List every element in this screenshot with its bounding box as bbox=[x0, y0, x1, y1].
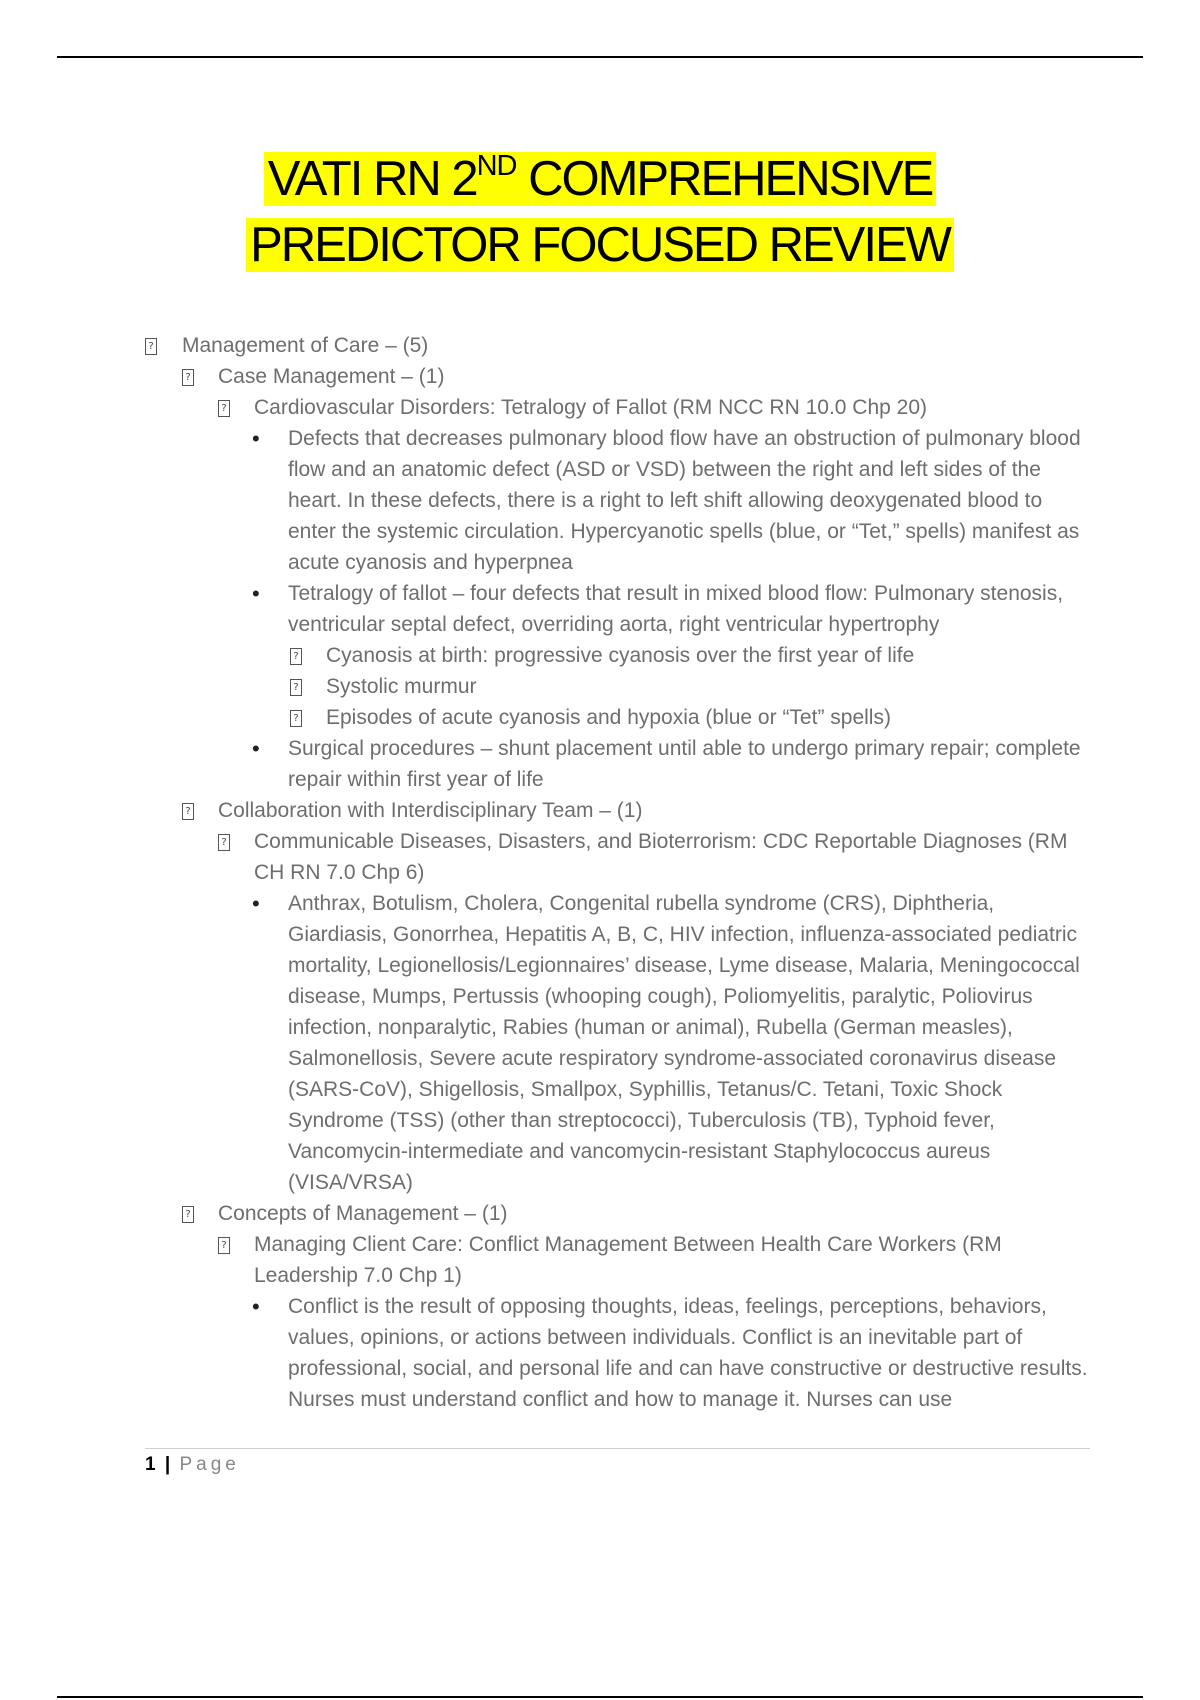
outline-item bbox=[0, 392, 1200, 423]
placeholder-box-icon: ? bbox=[182, 1206, 194, 1223]
outline-item-text: Conflict is the result of opposing thoughts, ideas, feelings, perceptions, behaviors, values, opinions, or actions between individuals. Conflict is an inevitable part of professional, social, and personal life and can have constructive or destructive results. Nurses must understand conflict and how to manage it. Nurses can use bbox=[288, 1295, 1088, 1411]
outline-list bbox=[0, 330, 1200, 1415]
outline-item-text: Management of Care – (5) bbox=[182, 334, 429, 357]
bottom-rule bbox=[57, 1696, 1143, 1698]
outline-item bbox=[0, 423, 1200, 578]
outline-item-text: Tetralogy of fallot – four defects that result in mixed blood flow: Pulmonary stenosis, ventricular septal defect, overriding aorta, right ventricular hypertrophy bbox=[288, 582, 1064, 636]
page-number: 1 bbox=[145, 1454, 156, 1475]
outline-item-text: Surgical procedures – shunt placement until able to undergo primary repair; complete repair within first year of life bbox=[288, 737, 1081, 791]
outline-item-text: Systolic murmur bbox=[326, 675, 477, 698]
outline-item-text: Cyanosis at birth: progressive cyanosis over the first year of life bbox=[326, 644, 915, 667]
placeholder-box-icon: ? bbox=[145, 338, 157, 355]
placeholder-box-icon: ? bbox=[218, 834, 230, 851]
placeholder-box-icon: ? bbox=[290, 679, 302, 696]
placeholder-box-icon: ? bbox=[290, 710, 302, 727]
title-line1-post: COMPREHENSIVE bbox=[516, 152, 933, 206]
footer-separator: | bbox=[164, 1454, 171, 1475]
document-title bbox=[0, 146, 1200, 278]
placeholder-box-icon: ? bbox=[290, 648, 302, 665]
bullet-icon: • bbox=[252, 581, 260, 606]
outline-item bbox=[0, 361, 1200, 392]
outline-item bbox=[0, 1291, 1200, 1415]
outline-item bbox=[0, 578, 1200, 640]
page-label: Page bbox=[179, 1454, 240, 1475]
title-highlight-line2 bbox=[246, 218, 954, 272]
outline-item-text: Defects that decreases pulmonary blood flow have an obstruction of pulmonary blood flow and an anatomic defect (ASD or VSD) between the right and left sides of the heart. In these defects, there is a right to left shift allowing deoxygenated blood to enter the systemic circulation. Hypercyanotic spells (blue, or “Tet,” spells) manifest as acute cyanosis and hyperpnea bbox=[288, 427, 1081, 574]
outline-item-text: Anthrax, Botulism, Cholera, Congenital rubella syndrome (CRS), Diphtheria, Giardiasis, Gonorrhea, Hepatitis A, B, C, HIV infection, influenza-associated pediatric mortality, Legionellosis/Legionnaires’ disease, Lyme disease, Malaria, Meningococcal disease, Mumps, Pertussis (whooping cough), Poliomyelitis, paralytic, Poliovirus infection, nonparalytic, Rabies (human or animal), Rubella (German measles), Salmonellosis, Severe acute respiratory syndrome-associated coronavirus disease (SARS-CoV), Shigellosis, Smallpox, Syphillis, Tetanus/C. Tetani, Toxic Shock Syndrome (TSS) (other than streptococci), Tuberculosis (TB), Typhoid fever, Vancomycin-intermediate and vancomycin-resistant Staphylococcus aureus (VISA/VRSA) bbox=[288, 892, 1080, 1194]
outline-item-text: Collaboration with Interdisciplinary Team – (1) bbox=[218, 799, 643, 822]
title-highlight-line1 bbox=[264, 152, 937, 206]
outline-item bbox=[0, 671, 1200, 702]
outline-item-text: Cardiovascular Disorders: Tetralogy of Fallot (RM NCC RN 10.0 Chp 20) bbox=[254, 396, 928, 419]
outline-item bbox=[0, 640, 1200, 671]
outline-item bbox=[0, 795, 1200, 826]
outline-item bbox=[0, 826, 1200, 888]
footer-rule bbox=[145, 1448, 1090, 1449]
outline-item bbox=[0, 733, 1200, 795]
placeholder-box-icon: ? bbox=[218, 400, 230, 417]
title-line1-pre: VATI RN 2 bbox=[267, 152, 477, 206]
page-footer bbox=[145, 1454, 240, 1476]
placeholder-box-icon: ? bbox=[182, 803, 194, 820]
bullet-icon: • bbox=[252, 736, 260, 761]
title-superscript: ND bbox=[476, 150, 517, 182]
outline-item bbox=[0, 888, 1200, 1198]
outline-item bbox=[0, 1229, 1200, 1291]
outline-item bbox=[0, 330, 1200, 361]
title-line2: PREDICTOR FOCUSED REVIEW bbox=[250, 218, 950, 272]
outline-item-text: Concepts of Management – (1) bbox=[218, 1202, 508, 1225]
outline-item-text: Episodes of acute cyanosis and hypoxia (blue or “Tet” spells) bbox=[326, 706, 891, 729]
outline-item-text: Managing Client Care: Conflict Management Between Health Care Workers (RM Leadership 7.0 Chp 1) bbox=[254, 1233, 1002, 1287]
outline-item bbox=[0, 702, 1200, 733]
placeholder-box-icon: ? bbox=[218, 1237, 230, 1254]
top-rule bbox=[57, 56, 1143, 58]
bullet-icon: • bbox=[252, 1294, 260, 1319]
outline-item-text: Communicable Diseases, Disasters, and Bioterrorism: CDC Reportable Diagnoses (RM CH RN 7.0 Chp 6) bbox=[254, 830, 1068, 884]
outline-item-text: Case Management – (1) bbox=[218, 365, 445, 388]
bullet-icon: • bbox=[252, 891, 260, 916]
outline-item bbox=[0, 1198, 1200, 1229]
placeholder-box-icon: ? bbox=[182, 369, 194, 386]
bullet-icon: • bbox=[252, 426, 260, 451]
